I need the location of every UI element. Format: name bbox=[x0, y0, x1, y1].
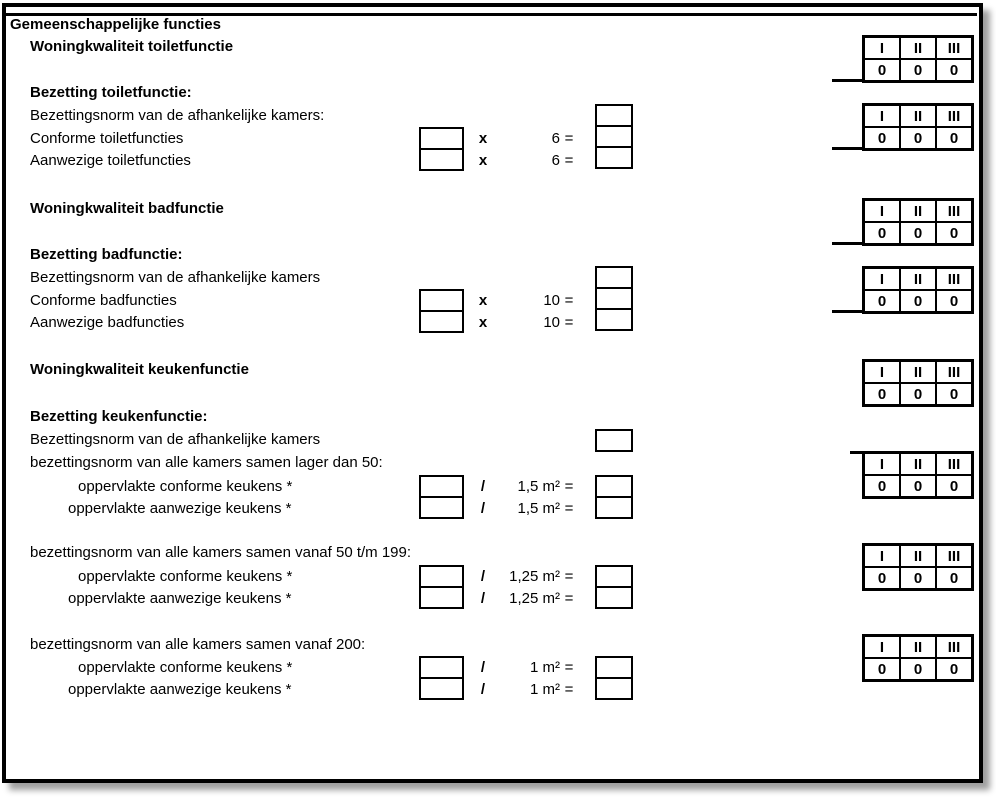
score-table-kitchen-occupancy-50-199 bbox=[862, 543, 974, 591]
label-kitchen-50-199-present: oppervlakte aanwezige keukens * bbox=[68, 590, 292, 607]
score-header-III: III bbox=[936, 200, 973, 223]
kitchen-lt50-present-area-input[interactable] bbox=[419, 496, 464, 519]
kitchen-lt50-present-equals: = bbox=[564, 500, 574, 517]
bath-conform-operator: x bbox=[478, 292, 488, 309]
kitchen-50-199-area-inputs bbox=[419, 565, 464, 609]
score-table-toilet-occupancy bbox=[862, 103, 974, 151]
score-table-kitchen-occupancy-lt50 bbox=[862, 451, 974, 499]
grid-line bbox=[850, 451, 863, 454]
label-bath-present: Aanwezige badfuncties bbox=[30, 314, 185, 331]
bath-conform-result-box bbox=[595, 287, 633, 310]
score-value: 0 bbox=[900, 127, 936, 150]
kitchen-50-199-present-area-input[interactable] bbox=[419, 586, 464, 609]
kitchen-200plus-result-cells bbox=[595, 656, 633, 700]
score-value: 0 bbox=[936, 290, 973, 313]
score-table-toilet-quality bbox=[862, 35, 974, 83]
bath-norm-box[interactable] bbox=[595, 266, 633, 289]
heading-bath-quality: Woningkwaliteit badfunctie bbox=[30, 200, 224, 217]
label-kitchen-200plus-present: oppervlakte aanwezige keukens * bbox=[68, 681, 292, 698]
score-header-I: I bbox=[864, 636, 901, 659]
heading-kitchen-lt50: bezettingsnorm van alle kamers samen lager dan 50: bbox=[30, 454, 383, 471]
toilet-present-count-input[interactable] bbox=[419, 148, 464, 171]
score-header-II: II bbox=[900, 37, 936, 60]
kitchen-50-199-present-equals: = bbox=[564, 590, 574, 607]
label-kitchen-lt50-present: oppervlakte aanwezige keukens * bbox=[68, 500, 292, 517]
score-header-III: III bbox=[936, 636, 973, 659]
score-header-II: II bbox=[900, 636, 936, 659]
kitchen-lt50-conform-operator: / bbox=[480, 478, 486, 495]
grid-line bbox=[832, 147, 863, 150]
score-header-III: III bbox=[936, 268, 973, 291]
kitchen-lt50-conform-divisor: 1,5 m² bbox=[517, 478, 560, 495]
score-value: 0 bbox=[900, 290, 936, 313]
score-value: 0 bbox=[900, 658, 936, 681]
score-header-I: I bbox=[864, 361, 901, 384]
kitchen-50-199-conform-result-box bbox=[595, 565, 633, 588]
bath-output-cells bbox=[595, 266, 633, 331]
grid-line bbox=[832, 79, 863, 82]
score-table-bath-quality bbox=[862, 198, 974, 246]
score-value: 0 bbox=[936, 127, 973, 150]
score-header-III: III bbox=[936, 105, 973, 128]
score-value: 0 bbox=[900, 383, 936, 406]
score-header-II: II bbox=[900, 105, 936, 128]
toilet-conform-count-input[interactable] bbox=[419, 127, 464, 150]
kitchen-norm-cell bbox=[595, 429, 633, 452]
bath-present-count-input[interactable] bbox=[419, 310, 464, 333]
score-header-III: III bbox=[936, 361, 973, 384]
kitchen-200plus-present-equals: = bbox=[564, 681, 574, 698]
kitchen-50-199-conform-operator: / bbox=[480, 568, 486, 585]
heading-kitchen-50-199: bezettingsnorm van alle kamers samen vanaf 50 t/m 199: bbox=[30, 544, 412, 561]
bath-conform-factor: 10 bbox=[543, 292, 560, 309]
score-header-I: I bbox=[864, 200, 901, 223]
score-value: 0 bbox=[864, 475, 901, 498]
heading-kitchen-occupancy: Bezetting keukenfunctie: bbox=[30, 408, 208, 425]
score-header-I: I bbox=[864, 37, 901, 60]
bath-conform-equals: = bbox=[564, 292, 574, 309]
bath-conform-count-input[interactable] bbox=[419, 289, 464, 312]
kitchen-200plus-present-area-input[interactable] bbox=[419, 677, 464, 700]
kitchen-200plus-present-divisor: 1 m² bbox=[530, 681, 560, 698]
score-header-II: II bbox=[900, 200, 936, 223]
kitchen-50-199-conform-divisor: 1,25 m² bbox=[509, 568, 560, 585]
toilet-conform-equals: = bbox=[564, 130, 574, 147]
kitchen-200plus-present-result-box bbox=[595, 677, 633, 700]
kitchen-50-199-conform-equals: = bbox=[564, 568, 574, 585]
score-table-kitchen-occupancy-200plus bbox=[862, 634, 974, 682]
score-value: 0 bbox=[936, 59, 973, 82]
score-header-III: III bbox=[936, 37, 973, 60]
kitchen-50-199-present-operator: / bbox=[480, 590, 486, 607]
kitchen-50-199-result-cells bbox=[595, 565, 633, 609]
score-header-II: II bbox=[900, 545, 936, 568]
score-table-kitchen-quality bbox=[862, 359, 974, 407]
score-header-III: III bbox=[936, 453, 973, 476]
score-header-II: II bbox=[900, 268, 936, 291]
toilet-conform-result-box bbox=[595, 125, 633, 148]
bath-count-inputs bbox=[419, 289, 464, 333]
score-value: 0 bbox=[900, 222, 936, 245]
kitchen-lt50-conform-equals: = bbox=[564, 478, 574, 495]
kitchen-200plus-conform-operator: / bbox=[480, 659, 486, 676]
score-value: 0 bbox=[864, 567, 901, 590]
kitchen-200plus-conform-divisor: 1 m² bbox=[530, 659, 560, 676]
score-value: 0 bbox=[864, 383, 901, 406]
toilet-present-operator: x bbox=[478, 152, 488, 169]
score-header-I: I bbox=[864, 453, 901, 476]
kitchen-lt50-present-divisor: 1,5 m² bbox=[517, 500, 560, 517]
score-value: 0 bbox=[936, 567, 973, 590]
kitchen-50-199-present-divisor: 1,25 m² bbox=[509, 590, 560, 607]
toilet-count-inputs bbox=[419, 127, 464, 171]
kitchen-lt50-result-cells bbox=[595, 475, 633, 519]
kitchen-200plus-present-operator: / bbox=[480, 681, 486, 698]
toilet-present-result-box bbox=[595, 146, 633, 169]
kitchen-lt50-area-inputs bbox=[419, 475, 464, 519]
kitchen-200plus-area-inputs bbox=[419, 656, 464, 700]
label-kitchen-norm: Bezettingsnorm van de afhankelijke kamers bbox=[30, 431, 321, 448]
score-value: 0 bbox=[936, 658, 973, 681]
label-kitchen-lt50-conform: oppervlakte conforme keukens * bbox=[78, 478, 293, 495]
score-header-III: III bbox=[936, 545, 973, 568]
kitchen-200plus-conform-equals: = bbox=[564, 659, 574, 676]
kitchen-200plus-conform-area-input[interactable] bbox=[419, 656, 464, 679]
bath-present-operator: x bbox=[478, 314, 488, 331]
label-toilet-present: Aanwezige toiletfuncties bbox=[30, 152, 191, 169]
score-value: 0 bbox=[864, 222, 901, 245]
label-kitchen-200plus-conform: oppervlakte conforme keukens * bbox=[78, 659, 293, 676]
label-bath-norm: Bezettingsnorm van de afhankelijke kamers bbox=[30, 269, 321, 286]
toilet-output-cells bbox=[595, 104, 633, 169]
kitchen-lt50-present-result-box bbox=[595, 496, 633, 519]
grid-line bbox=[832, 242, 863, 245]
toilet-conform-operator: x bbox=[478, 130, 488, 147]
label-bath-conform: Conforme badfuncties bbox=[30, 292, 177, 309]
bath-present-factor: 10 bbox=[543, 314, 560, 331]
label-toilet-norm: Bezettingsnorm van de afhankelijke kamers: bbox=[30, 107, 325, 124]
kitchen-200plus-conform-result-box bbox=[595, 656, 633, 679]
kitchen-50-199-present-result-box bbox=[595, 586, 633, 609]
kitchen-norm-box[interactable] bbox=[595, 429, 633, 452]
heading-toilet-occupancy: Bezetting toiletfunctie: bbox=[30, 84, 192, 101]
score-header-I: I bbox=[864, 545, 901, 568]
score-value: 0 bbox=[864, 127, 901, 150]
score-table-bath-occupancy bbox=[862, 266, 974, 314]
toilet-conform-factor: 6 bbox=[551, 130, 560, 147]
heading-kitchen-200plus: bezettingsnorm van alle kamers samen vanaf 200: bbox=[30, 636, 366, 653]
score-value: 0 bbox=[864, 290, 901, 313]
grid-line bbox=[832, 310, 863, 313]
form-title: Gemeenschappelijke functies bbox=[10, 16, 221, 33]
score-value: 0 bbox=[936, 222, 973, 245]
score-value: 0 bbox=[864, 658, 901, 681]
score-header-I: I bbox=[864, 105, 901, 128]
kitchen-lt50-conform-result-box bbox=[595, 475, 633, 498]
bath-present-result-box bbox=[595, 308, 633, 331]
heading-bath-occupancy: Bezetting badfunctie: bbox=[30, 246, 183, 263]
heading-kitchen-quality: Woningkwaliteit keukenfunctie bbox=[30, 361, 249, 378]
score-header-I: I bbox=[864, 268, 901, 291]
score-value: 0 bbox=[900, 567, 936, 590]
kitchen-lt50-present-operator: / bbox=[480, 500, 486, 517]
score-value: 0 bbox=[864, 59, 901, 82]
heading-toilet-quality: Woningkwaliteit toiletfunctie bbox=[30, 38, 234, 55]
score-value: 0 bbox=[900, 475, 936, 498]
label-kitchen-50-199-conform: oppervlakte conforme keukens * bbox=[78, 568, 293, 585]
score-header-II: II bbox=[900, 453, 936, 476]
toilet-present-factor: 6 bbox=[551, 152, 560, 169]
score-value: 0 bbox=[936, 475, 973, 498]
kitchen-lt50-conform-area-input[interactable] bbox=[419, 475, 464, 498]
label-toilet-conform: Conforme toiletfuncties bbox=[30, 130, 184, 147]
bath-present-equals: = bbox=[564, 314, 574, 331]
score-value: 0 bbox=[900, 59, 936, 82]
toilet-norm-box[interactable] bbox=[595, 104, 633, 127]
toilet-present-equals: = bbox=[564, 152, 574, 169]
kitchen-50-199-conform-area-input[interactable] bbox=[419, 565, 464, 588]
score-header-II: II bbox=[900, 361, 936, 384]
score-value: 0 bbox=[936, 383, 973, 406]
